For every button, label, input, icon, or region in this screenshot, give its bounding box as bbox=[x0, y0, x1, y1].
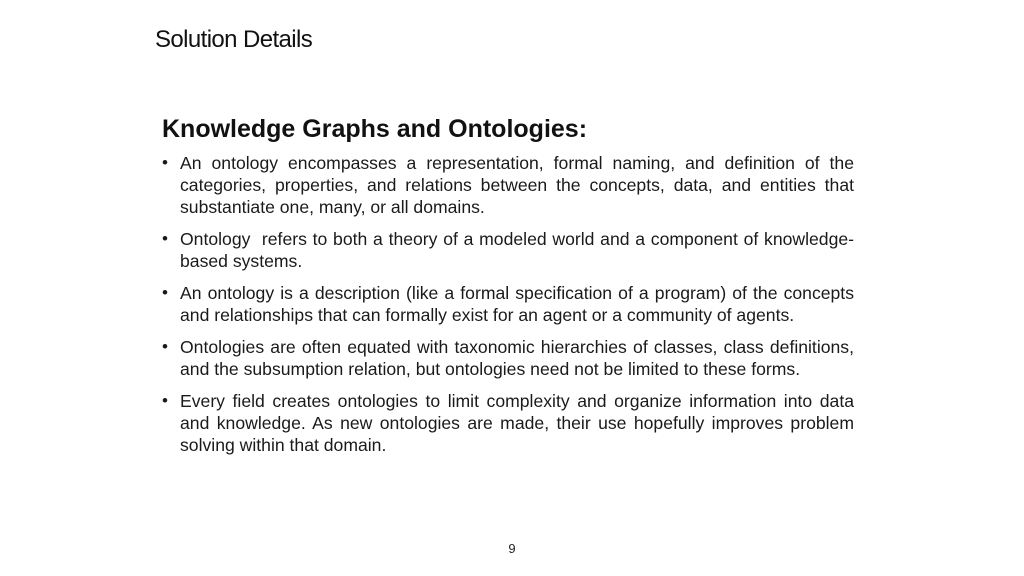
bullet-list bbox=[162, 152, 854, 456]
bullet-icon: • bbox=[162, 337, 168, 356]
section-heading: Knowledge Graphs and Ontologies: bbox=[162, 115, 588, 143]
bullet-icon: • bbox=[162, 391, 168, 410]
bullet-text: An ontology encompasses a representation, formal naming, and definition of the categories, properties, and relations between the concepts, data, and entities that substantiate one, many, or all domains. bbox=[180, 153, 854, 217]
bullet-text: An ontology is a description (like a formal specification of a program) of the concepts and relationships that can formally exist for an agent or a community of agents. bbox=[180, 283, 854, 325]
bullet-text: Every field creates ontologies to limit complexity and organize information into data and knowledge. As new ontologies are made, their use hopefully improves problem solving within that domain. bbox=[180, 391, 854, 455]
bullet-icon: • bbox=[162, 229, 168, 248]
bullet-item bbox=[162, 390, 854, 456]
bullet-item bbox=[162, 336, 854, 380]
bullet-item bbox=[162, 228, 854, 272]
slide-title: Solution Details bbox=[155, 26, 313, 53]
bullet-text: Ontologies are often equated with taxonomic hierarchies of classes, class definitions, and the subsumption relation, but ontologies need not be limited to these forms. bbox=[180, 337, 854, 379]
slide-content bbox=[162, 112, 854, 466]
bullet-item bbox=[162, 282, 854, 326]
bullet-text: Ontology refers to both a theory of a modeled world and a component of knowledge-based systems. bbox=[180, 229, 854, 271]
bullet-icon: • bbox=[162, 153, 168, 172]
page-number: 9 bbox=[508, 541, 516, 556]
bullet-item bbox=[162, 152, 854, 218]
bullet-icon: • bbox=[162, 283, 168, 302]
